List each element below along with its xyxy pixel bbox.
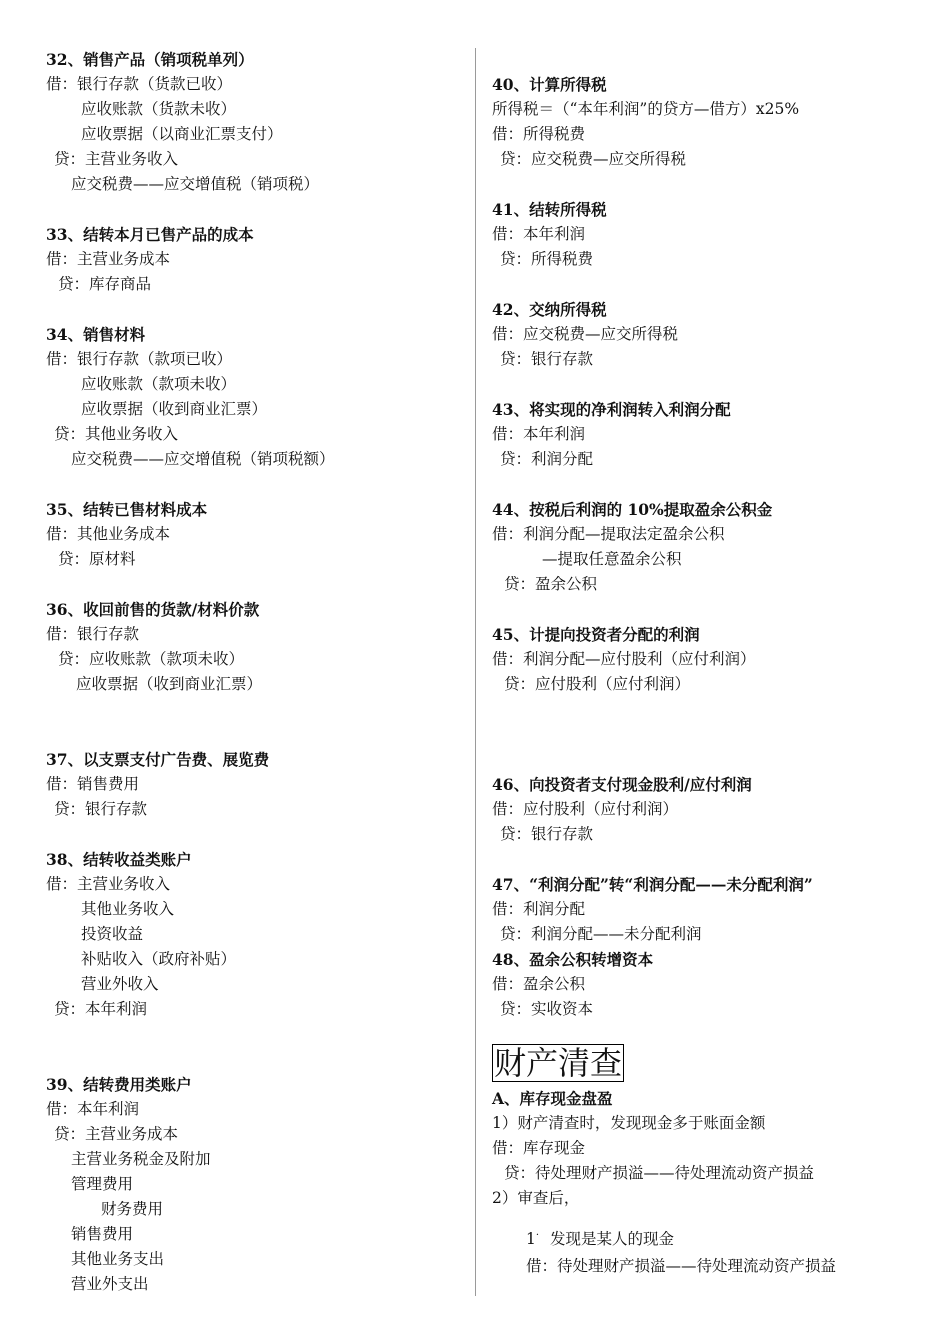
list-number: 1 — [526, 1230, 536, 1249]
entry-line: 贷：盈余公积 — [504, 575, 598, 593]
section-48-title: 48、盈余公积转增资本 — [492, 950, 654, 969]
entry-line: —提取任意盈余公积 — [542, 550, 682, 568]
entry-line: 借：库存现金 — [492, 1139, 586, 1157]
entry-line-numbered — [492, 1223, 932, 1248]
entry-line: 应收票据（以商业汇票支付） — [81, 125, 283, 143]
entry-line: 借：利润分配—提取法定盈余公积 — [492, 525, 725, 543]
section-40-title: 40、计算所得税 — [492, 75, 607, 94]
entry-line: 借：银行存款 — [46, 625, 140, 643]
section-41-title: 41、结转所得税 — [492, 200, 607, 219]
entry-line: 借：所得税费 — [492, 125, 586, 143]
section-34-title: 34、销售材料 — [46, 325, 146, 344]
entry-line: 所得税＝（“本年利润”的贷方—借方）x25% — [492, 100, 800, 118]
entry-line: 借：银行存款（货款已收） — [46, 75, 233, 93]
entry-line: 应交税费——应交增值税（销项税） — [71, 175, 320, 193]
entry-line: 贷：所得税费 — [500, 250, 594, 268]
entry-line: 应收账款（款项未收） — [81, 375, 237, 393]
entry-line: 贷：利润分配 — [500, 450, 594, 468]
section-47-title: 47、“利润分配”转“利润分配——未分配利润” — [492, 875, 813, 894]
entry-line: 贷：主营业务收入 — [54, 150, 179, 168]
heading-property-inventory: 财产清查 — [494, 1044, 623, 1082]
section-38-title: 38、结转收益类账户 — [46, 850, 192, 869]
entry-line: 借：待处理财产损溢——待处理流动资产损益 — [526, 1257, 837, 1275]
section-42-title: 42、交纳所得税 — [492, 300, 607, 319]
entry-line: 贷：银行存款 — [500, 350, 594, 368]
entry-line: 贷：银行存款 — [500, 825, 594, 843]
section-32-title: 32、销售产品（销项税单列） — [46, 50, 254, 69]
entry-line: 贷：本年利润 — [54, 1000, 148, 1018]
entry-line: 营业外支出 — [71, 1275, 149, 1293]
entry-line: 借：应付股利（应付利润） — [492, 800, 679, 818]
entry-line: 借：其他业务成本 — [46, 525, 171, 543]
entry-line: 借：银行存款（款项已收） — [46, 350, 233, 368]
entry-line: 应收票据（收到商业汇票） — [81, 400, 268, 418]
entry-line: 贷：原材料 — [58, 550, 136, 568]
column-divider — [475, 48, 476, 1296]
entry-line: 应收票据（收到商业汇票） — [76, 675, 263, 693]
entry-line: 营业外收入 — [81, 975, 159, 993]
entry-line: 贷：银行存款 — [54, 800, 148, 818]
entry-line: 借：本年利润 — [492, 425, 586, 443]
entry-line: 贷：应付股利（应付利润） — [504, 675, 691, 693]
entry-line: 贷：利润分配——未分配利润 — [500, 925, 702, 943]
section-36-title: 36、收回前售的货款/材料价款 — [46, 600, 260, 619]
entry-line: 借：本年利润 — [492, 225, 586, 243]
section-a-title: A、库存现金盘盈 — [492, 1089, 613, 1108]
entry-line: 贷：其他业务收入 — [54, 425, 179, 443]
entry-line: 贷：主营业务成本 — [54, 1125, 179, 1143]
section-39-title: 39、结转费用类账户 — [46, 1075, 192, 1094]
section-45-title: 45、计提向投资者分配的利润 — [492, 625, 700, 644]
entry-line: 借：主营业务收入 — [46, 875, 171, 893]
entry-line: 销售费用 — [71, 1225, 134, 1243]
entry-line: 贷：应收账款（款项未收） — [58, 650, 245, 668]
entry-line: 财务费用 — [101, 1200, 164, 1218]
entry-line: 主营业务税金及附加 — [71, 1150, 211, 1168]
entry-line: 2）审查后， — [492, 1189, 580, 1207]
entry-line: 借：盈余公积 — [492, 975, 586, 993]
entry-line: 借：利润分配—应付股利（应付利润） — [492, 650, 756, 668]
entry-line: 借：利润分配 — [492, 900, 586, 918]
entry-line: 其他业务收入 — [81, 900, 175, 918]
section-43-title: 43、将实现的净利润转入利润分配 — [492, 400, 731, 419]
entry-line: 贷：应交税费—应交所得税 — [500, 150, 687, 168]
entry-line: 借：应交税费—应交所得税 — [492, 325, 679, 343]
entry-line: 贷：实收资本 — [500, 1000, 594, 1018]
section-44-title: 44、按税后利润的 10%提取盈余公积金 — [492, 500, 773, 519]
entry-line: 投资收益 — [81, 925, 144, 943]
entry-line: 贷：待处理财产损溢——待处理流动资产损益 — [504, 1164, 815, 1182]
entry-line: 借：销售费用 — [46, 775, 140, 793]
section-37-title: 37、以支票支付广告费、展览费 — [46, 750, 270, 769]
entry-line: 应收账款（货款未收） — [81, 100, 237, 118]
entry-line: 管理费用 — [71, 1175, 134, 1193]
section-35-title: 35、结转已售材料成本 — [46, 500, 208, 519]
entry-line: 借：主营业务成本 — [46, 250, 171, 268]
entry-line: 借：本年利润 — [46, 1100, 140, 1118]
right-column — [492, 72, 932, 1279]
left-column — [46, 47, 466, 1297]
entry-line: 补贴收入（政府补贴） — [81, 950, 237, 968]
entry-line: 1）财产清查时，发现现金多于账面金额 — [492, 1114, 766, 1132]
entry-line: 其他业务支出 — [71, 1250, 165, 1268]
entry-line: 应交税费——应交增值税（销项税额） — [71, 450, 335, 468]
list-dot: · — [535, 1230, 540, 1241]
entry-line: 贷：库存商品 — [58, 275, 152, 293]
entry-text: 发现是某人的现金 — [550, 1230, 675, 1249]
section-46-title: 46、向投资者支付现金股利/应付利润 — [492, 775, 752, 794]
section-33-title: 33、结转本月已售产品的成本 — [46, 225, 254, 244]
